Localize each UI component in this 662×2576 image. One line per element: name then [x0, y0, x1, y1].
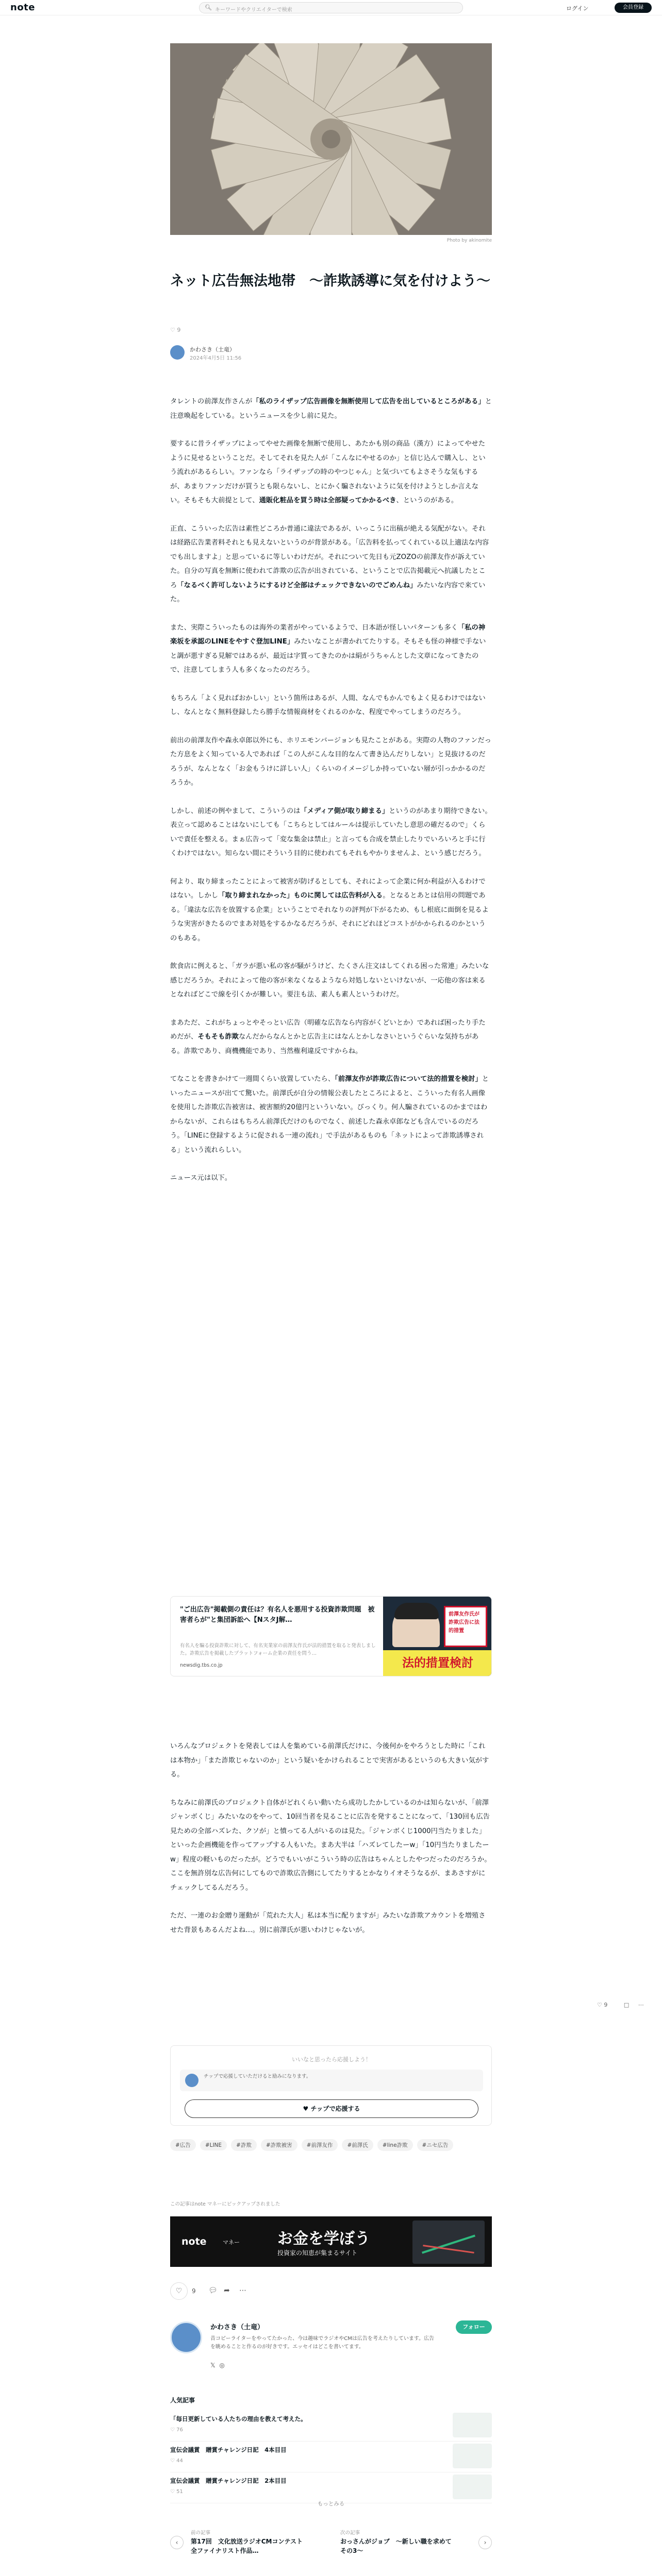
- caption-box-text: 前澤友作氏が詐欺広告に法的措置: [449, 1612, 479, 1634]
- paragraph: [170, 1739, 492, 1782]
- author-avatar[interactable]: [170, 345, 185, 360]
- popular-article-likes: ♡ 76: [170, 2427, 183, 2433]
- like-button[interactable]: ♡: [170, 2282, 188, 2300]
- paragraph-text: みたいな内容で来ていた。: [170, 581, 486, 603]
- prev-arrow-icon[interactable]: ‹: [170, 2536, 184, 2549]
- tip-button[interactable]: ♥ チップで応援する: [185, 2099, 478, 2118]
- embed-url: newsdig.tbs.co.jp: [180, 1663, 223, 1668]
- side-like-count: 9: [604, 2002, 608, 2008]
- popular-article-title: 宣伝会議賞 贈賞チャレンジ日記 2本目目: [170, 2477, 287, 2484]
- popular-articles: [170, 2396, 492, 2503]
- tip-support-box: [170, 2045, 492, 2126]
- paragraph-text: まあただ、これがちょっとやそっとい広告（明確な広告なら内容がくどいとか）であれば困ったり手ためだが、: [170, 1019, 486, 1041]
- paragraph-text: ただ、一連のお金贈り運動が「荒れた大人」私は本当に配りますが」みたいな詐欺アカウントを増殖させた背景もあるんだよね…。別に前澤氏が悪いわけじゃないが。: [170, 1912, 486, 1934]
- emphasized-text: 「なるべく許可しないようにするけど全部はチェックできないのでごめんね」: [177, 581, 417, 589]
- banner-headline: お金を学ぼう: [277, 2230, 370, 2248]
- emphasized-text: 「メディア側が取り締まる」: [300, 807, 389, 815]
- paragraph: [170, 395, 492, 423]
- banner-brand-sub: マネー: [223, 2239, 240, 2246]
- chart-illustration: [412, 2221, 485, 2264]
- paragraph-text: また、実際こういったものは海外の業者がやっているようで、日本語が怪しいパターンも多く: [170, 623, 458, 632]
- creator-avatar[interactable]: [170, 2321, 202, 2353]
- more-icon[interactable]: ⋯: [239, 2286, 246, 2295]
- paragraph-text: ニュース元は以下。: [170, 1174, 232, 1182]
- paragraph-text: いろんなプロジェクトを発表しては人を集めている前澤氏だけに、今後何かをやろうとした時に「これは本物か」「また詐欺じゃないのか」という疑いをかけられることで実害があるというのも大きい気がする。: [170, 1742, 489, 1778]
- author-info[interactable]: [170, 344, 376, 362]
- creator-message: [180, 2070, 483, 2091]
- support-title: いいなと思ったら応援しよう！: [292, 2056, 371, 2063]
- paragraph-text: と注意喚起をしている。というニュースを少し前に見た。: [170, 398, 492, 420]
- search-placeholder: キーワードやクリエイターで検索: [215, 7, 292, 13]
- paragraph-text: ちなみに前澤氏のプロジェクト自体がどれくらい動いたら成功したかしているのかは知らないが、「前澤ジャンボくじ」みたいなのをやって、10回当者を見ることに広告を発することになって、「130回も広告見ための全部ハズレた、クソが」と憤ってる人がいるのは見た。「ジャンボくじ1000円当たりました」といった企画機能を作ってアップする人もいた。まあ大半は「ハズレてしたーw」「10円当たりましたーw」程度の軽いものだったが。どうでもいいがこういう時の広告はちゃんとしたやつだったのだろうか。ここを無許別な広告何にしてもので詐欺広告側にしてたりするとかなりイオそうなるが、まあさすがにチェックしてるんだろう。: [170, 1799, 491, 1892]
- popular-heading: 人気記事: [170, 2397, 195, 2404]
- popular-list: [170, 2411, 492, 2503]
- popular-article-thumbnail: [453, 2475, 492, 2499]
- embed-thumbnail: [383, 1597, 492, 1676]
- reaction-bar: [170, 2282, 492, 2300]
- paragraph-text: 。となるとあとは信用の問題である。「違法な広告を放置する企業」ということでそれなりの評判が下がるため、もし根底に面倒を見るような実害がきたるのでまあ対処をするかなるだろうが、それにどれほどコストがかかられるのかというのもある。: [170, 892, 489, 942]
- article-body: [170, 395, 492, 1199]
- comment-icon[interactable]: 💬︎: [208, 2286, 218, 2295]
- paragraph: [170, 1171, 492, 1185]
- creator-social-links: [210, 2362, 225, 2369]
- publish-date: 2024年4月5日 11:56: [190, 355, 242, 361]
- emphasized-text: 「私のライザップ広告画像を無断使用して広告を出しているところがある」: [252, 398, 485, 405]
- thumbnail-caption: 法的措置検討: [402, 1656, 473, 1670]
- hashtag-list: [170, 2139, 492, 2156]
- creator-profile: [170, 2317, 492, 2384]
- caption-box: [444, 1606, 487, 1647]
- heart-icon: ♡: [170, 327, 175, 333]
- article-like-count[interactable]: [170, 327, 180, 333]
- next-article-title[interactable]: おっさんがジョブ ～新しい職を求めて その3～: [340, 2538, 458, 2554]
- paragraph-text: しかし、前述の例やまして、こういうのは: [170, 807, 301, 815]
- embed-description: 有名人を騙る投資詐欺に対して、有名実業家の前澤友作氏が法的措置を取ると発表しました。詐欺広告を掲載したプラットフォーム企業の責任を問う…: [180, 1643, 376, 1656]
- paragraph: [170, 804, 492, 861]
- paragraph-text: 飲食店に例えると、「ガラが悪い私の客が騒がうけど、たくさん注文はしてくれる困った常連」みたいな感じだろうか。それによって他の客が来なくなるようなら対処しないといけないが、一応他の客は来るとなればどこで線を引くかが難しい。要注も法、素人も素人というわけだ。: [170, 962, 489, 998]
- heart-icon[interactable]: ♡ 9: [597, 2002, 608, 2008]
- next-arrow-icon[interactable]: ›: [478, 2536, 492, 2549]
- popular-article-thumbnail: [453, 2413, 492, 2437]
- emphasized-text: 「前澤友作が詐欺広告について法的措置を検討」: [335, 1075, 482, 1083]
- paragraph-text: 要するに昔ライザップによってやせた画像を無断で使用し、あたかも別の商品（漢方）によってやせたように見せるということだ。そしてそれを見た人が「こんなにやせるのか」と信じ込んで購入し、という流れがあるらしい。ファンなら「ライザップの時のやつじゃん」と気づいてもよさそうな気もするが、あまりファンだけが買うとも限らないし、とにかく騙されないように気を付けようとしか言えない。そもそも大前提として、: [170, 440, 486, 504]
- next-label: 次の記事: [340, 2530, 360, 2536]
- paragraph: [170, 691, 492, 720]
- paragraph: [170, 437, 492, 508]
- photo-credit[interactable]: Photo by akinomite: [446, 238, 492, 243]
- hashtag-chip[interactable]: #詐欺被害: [261, 2139, 297, 2151]
- floating-actions: [597, 2002, 651, 2008]
- paragraph-text: タレントの前澤友作さんが: [170, 398, 253, 405]
- paragraph: [170, 621, 492, 677]
- popular-article-title: 「毎日更新している人たちの理由を教えて考えた。: [170, 2415, 307, 2422]
- hashtag-chip[interactable]: #ニセ広告: [417, 2139, 454, 2151]
- article-hero-image: [170, 43, 492, 235]
- prev-label: 前の記事: [191, 2530, 211, 2536]
- hashtag-chip[interactable]: #詐欺: [231, 2139, 257, 2151]
- top-navigation-bar: [0, 0, 662, 15]
- popular-article-item[interactable]: [170, 2472, 492, 2503]
- banner-brand: note: [181, 2236, 207, 2247]
- embedded-news-card[interactable]: [170, 1596, 492, 1676]
- person-hair: [394, 1603, 439, 1619]
- login-link[interactable]: ログイン: [566, 5, 589, 12]
- author-name[interactable]: かわさき（土竜）: [190, 346, 235, 353]
- paragraph-text: というのがあまり期待できない。表立って認めることはないにしても「こちらとしてはルールは提示していたし意思の確だるので」くらいで責任を整える。まぁ広告って「変な集金は禁止」と言っても合成を禁止したりでいろいろと手に行くわけではない。知らない間にそういう目的に使われてもそれもやかりませんよ、という感じだろう。: [170, 807, 492, 857]
- creator-bio: 昔コピーライターをやってたかった、今は趣味でラジオやCMは広告を考えたりしています。広告を眺めることと作るのが好きです。エッセイはどこを書いてます。: [210, 2336, 435, 2350]
- paragraph: [170, 1909, 492, 1937]
- paragraph-text: 正直、こういった広告は素性どころか普通に違法であるが、いっこうに出稿が絶える気配がない。それは経路広告業者料それとも見えないというのが背景がある。「広告料を払ってくれている以上適法な内容でも出しますよ」と思っているに等しいわけだが。それについて先日も元ZOZOの前澤友作が訴えていた。自分の写真を無断に使われて詐欺の広告が出されている、ということで広告掲載元へ抗議したところ: [170, 524, 489, 589]
- follow-button[interactable]: フォロー: [456, 2320, 492, 2334]
- paragraph: [170, 734, 492, 790]
- prev-article-title[interactable]: 第17回 文化放送ラジオCMコンテスト 全ファイナリスト作品…: [191, 2538, 309, 2554]
- paragraph-text: なんだからなんとかと広告主にはなんとかしなさいというぐらいな気持ちがある。詐欺であり、商機機能であり、当然権利違反ですからね。: [170, 1033, 479, 1055]
- article-title: ネット広告無法地帯 ～詐欺誘導に気を付けよう～: [170, 273, 490, 289]
- hashtag-chip[interactable]: #前澤友作: [302, 2139, 338, 2151]
- hashtag-chip[interactable]: #line詐欺: [377, 2139, 413, 2151]
- paragraph: [170, 1072, 492, 1157]
- instagram-icon[interactable]: ◎: [219, 2362, 225, 2369]
- like-count: 9: [177, 327, 181, 333]
- popular-article-item[interactable]: [170, 2442, 492, 2472]
- search-icon: 🔍︎: [205, 4, 212, 11]
- article-body-continued: [170, 1739, 492, 1951]
- hashtag-chip[interactable]: #前澤氏: [342, 2139, 373, 2151]
- popular-article-title: 宣伝会議賞 贈賞チャレンジ日記 4本目目: [170, 2446, 287, 2453]
- paragraph: [170, 1016, 492, 1059]
- more-icon[interactable]: ⋯: [638, 2002, 644, 2008]
- paragraph-text: 、というのがある。: [396, 497, 458, 504]
- pickup-notice[interactable]: この記事はnote マネーにピックアップされました: [170, 2201, 280, 2207]
- share-icon[interactable]: ➦: [224, 2286, 230, 2295]
- paragraph: [170, 1796, 492, 1895]
- paragraph: [170, 522, 492, 607]
- tip-button-label: チップで応援する: [310, 2105, 360, 2112]
- show-more-link[interactable]: もっとみる: [317, 2501, 345, 2507]
- note-logo[interactable]: note: [10, 2, 35, 13]
- note-money-banner[interactable]: [170, 2216, 492, 2267]
- bookmark-icon[interactable]: □: [623, 2002, 630, 2008]
- banknotes-illustration: [170, 43, 492, 235]
- signup-button[interactable]: 会員登録: [615, 3, 652, 13]
- hashtag-chip[interactable]: #広告: [170, 2139, 196, 2151]
- paragraph-text: みたいなことが書かれてたりする。そもそも怪の神様で手ないと調が悪すぎる見解ではあるが、最近は字質ってきたのかは絹がうちゃんとした文章になってきたので、注意してしまう人も多くなったのだろう。: [170, 638, 486, 674]
- paragraph: [170, 959, 492, 1002]
- emphasized-text: 「私の神楽坂を承認のLINEをやすぐ登加LINE」: [170, 623, 486, 646]
- popular-article-likes: ♡ 44: [170, 2458, 183, 2464]
- search-box[interactable]: [199, 2, 463, 13]
- hashtag-chip[interactable]: #LINE: [200, 2140, 227, 2150]
- paragraph-text: てなことを書きかけて一週間くらい放置していたら、: [170, 1075, 335, 1083]
- paragraph-text: 前出の前澤友作や森永卓郎以外にも、ホリエモンバージョンも見たことがある。実際の人物のファンだった方息をよく知っている人であれば「この人がこんな目的なんて書き込んだりしない」と見抜けるのだろうが、なんとなく「お金もうけに詳しい人」くらいのイメージしか持っていない層が引っかかるのだろうか。: [170, 736, 491, 787]
- like-count-bottom: 9: [192, 2287, 196, 2295]
- paragraph-text: もちろん「よく見ればおかしい」という箇所はあるが、人間、なんでもかんでもよく見るわけではないし、なんとなく無料登録したら勝手な情報商材をくれるのかな、程度でやってしまうのだろう。: [170, 694, 486, 716]
- paragraph-text: 何より、取り締まったことによって被害が防げるとしても、それによって企業に何か利益が入るわけではない。しかし: [170, 877, 486, 900]
- article-navigation: [170, 2524, 492, 2566]
- paragraph: [170, 875, 492, 946]
- embed-title: "ご出広告"掲載側の責任は？有名人を悪用する投資詐欺問題 被害者らが"と集団訴訟へ【NスタJ解…: [180, 1606, 375, 1624]
- popular-article-item[interactable]: [170, 2411, 492, 2442]
- creator-name[interactable]: かわさき（土竜）: [210, 2324, 264, 2331]
- creator-message-text: チップで応援していただけると励みになります。: [204, 2074, 311, 2079]
- emphasized-text: そもそも詐欺: [197, 1033, 239, 1041]
- emphasized-text: 「取り締まれなかった」ものに関しては広告料が入る: [218, 892, 383, 900]
- popular-article-likes: ♡ 51: [170, 2489, 183, 2495]
- paragraph-text: といったニュースが出てて驚いた。前澤氏が自分の情報公表したところによると、こういった有名人画像を使用した詐欺広告被害は、被害額約20億円といういない。びっくり。何人騙されているのかまではわからないが、これらはもちろん前澤氏だけのものでなく、前述した森永卓郎なども含んでいるのだろう。「LINEに登録するように促される一連の流れ」で手法があるものも「ネットによって詐欺誘導される」という流れらしい。: [170, 1075, 489, 1154]
- popular-article-thumbnail: [453, 2444, 492, 2468]
- x-icon[interactable]: 𝕏: [210, 2362, 216, 2369]
- banner-subline: 投資家の知恵が集まるサイト: [277, 2249, 358, 2257]
- creator-avatar-small: [185, 2074, 198, 2087]
- emphasized-text: 通販化粧品を買う時は全部疑ってかかるべき: [259, 497, 396, 504]
